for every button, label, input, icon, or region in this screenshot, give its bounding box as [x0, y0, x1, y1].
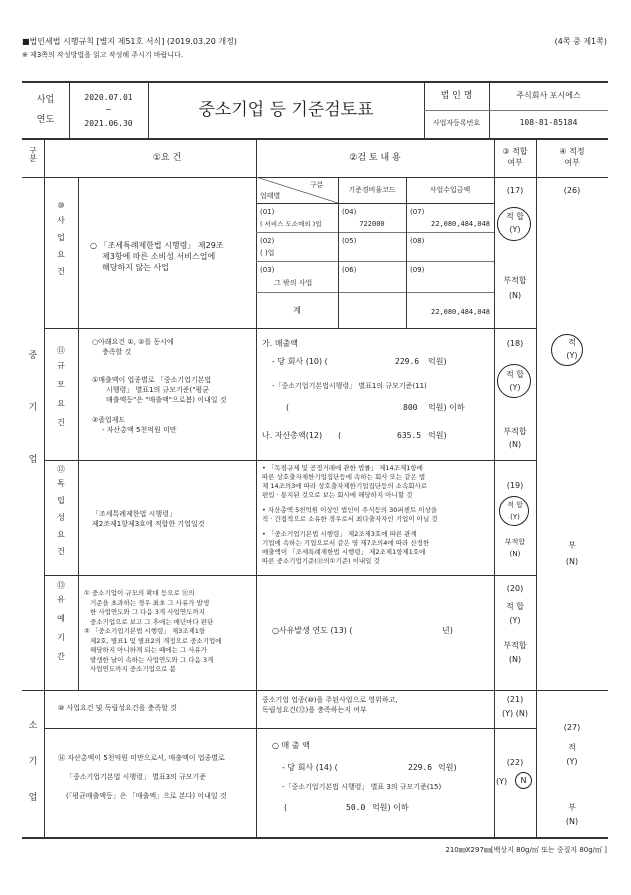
small-section-label: 소 기 업 [28, 721, 38, 803]
sme-section-label: 중 기 업 [28, 351, 38, 465]
grace-requirement: ① 중소기업이 규모의 확대 등으로 ⑪의 기준을 초과하는 경우 최초 그 사유가 발생 한 사업연도와 그 다음 3개 사업연도까지 중소기업으로 보고 그 후에는 매년마다 판단 ② 「중소기업기본법 시행령」 제3조제1항 제2호, 별표1 및 별표2의 개정으로 중소기업에 해당하지 아니하게 되는 때에는 그 사유가 발생한 날이 속하는 사업연도와 그 다음 3개 사업연도까지 중소기업으로 봄 [84, 589, 222, 673]
grace-review: ○사유발생 연도 (13) ( [272, 626, 353, 635]
col-fit: ③ 적합 여부 [502, 147, 528, 167]
scale-sales-label: 가. 매출액 [262, 339, 298, 348]
row1-code: 722000 [359, 220, 385, 228]
date-to: 2021.06.30 [84, 119, 133, 128]
corp-name: 주식회사 포시에스 [516, 91, 581, 100]
col-applicable: ④ 적정 여부 [559, 147, 585, 167]
small-row1-requirement: ⑩ 사업요건 및 독립성요건을 충족할 것 [58, 704, 177, 712]
row1-no: (01) [260, 208, 275, 216]
instruction-note: ※ 제3쪽의 작성방법을 읽고 작성해 주시기 바랍니다. [22, 51, 184, 59]
form-title: 중소기업 등 기준검토표 [198, 100, 374, 120]
reg-no: 108-81-85184 [519, 118, 578, 127]
small-row1-review: 중소기업 업종(⑩)을 주된사업으로 영위하고, 독립성요건(⑫)을 충족하는지 여부 [262, 696, 398, 714]
col-review: ②검 토 내 용 [349, 153, 401, 163]
reg-no-label: 사업자등록번호 [432, 119, 481, 127]
small-sales-value: 229.6 [408, 763, 433, 772]
business-requirement: ○ 「조세특례제한법 시행령」 제29조 제3항에 따른 소비성 서비스업에 해당하지 않는 사업 [90, 241, 224, 272]
scale-std-value: 800 [403, 403, 418, 412]
year-label-2: 연도 [36, 115, 55, 125]
small-std-value: 50.0 [346, 803, 366, 812]
industry-table: 구분 업태별 기준경비율코드 사업수입금액 (01) ( 서비스 도소매외 )업 (04) 722000 (07) 22,080,484,048 (02) ( )업 (05) (08) (03) 그 밖의 사업 (06) (09) 계 22,080,484,048 [256, 177, 494, 328]
business-label: ⑩ 사 업 요 건 [57, 201, 65, 276]
scale-asset-value: 635.5 [397, 431, 422, 440]
paper-spec: 210㎜X297㎜[백상지 80g/㎡ 또는 중질지 80g/㎡ ] [445, 846, 607, 854]
scale-requirement: ○아래요건 ①, ②를 동시에 충족할 것 ①매출액이 업종별로 「중소기업기본법 시행령」 별표1의 규모기준("평균 매출액등"은 "매출액"으로봄) 이내일 것 ②졸업제도 - 자산총액 5천억원 미만 [92, 338, 227, 434]
independence-requirement: 「조세특례제한법 시행령」 제2조제1항제3호에 적합한 기업일것 [92, 510, 205, 528]
independence-review: • 「독점규제 및 공정거래에 관한 법률」 제14조제1항에 따른 상호출자제한기업집단등에 속하는 회사 또는 같은 법 제 14조의3에 따라 상호출자제한기업집단등의 소속회사로 편입 · 통지된 것으로 보는 회사에 해당하지 아니할 것 • 자산총액 5천억원 이상인 법인이 주식등의 30퍼센트 이상을 직 · 간접적으로 소유한 경우로서 최다출자자인 기업이 아닐 것 • 「중소기업기본법 시행령」 제2조제3호에 따른 관계 기업에 속하는 기업으로서 같은 영 제7조의4에 따라 산정한 매출액이 「조세특례제한법 시행령」 제2조제1항제1호에 따른 중소기업기준(⑪의①기준) 이내일 것 [262, 464, 438, 565]
page-indicator: (4쪽 중 제1쪽) [554, 37, 607, 46]
scale-label: ⑪ 규 모 요 건 [57, 346, 65, 427]
independence-label: ⑫ 독 립 성 요 건 [57, 465, 65, 556]
total-amount: 22,080,484,048 [430, 308, 490, 316]
grace-label: ⑬ 유 예 기 간 [57, 581, 65, 661]
row1-name: ( 서비스 도소매외 )업 [260, 220, 322, 228]
small-sales-label: ○ 매 출 액 [272, 741, 310, 750]
date-from: 2020.07.01 [84, 93, 133, 102]
small-row2-requirement: ⑭ 자산총액이 5천억원 미만으로서, 매출액이 업종별로 「중소기업기본법 시행령」 별표3의 규모기준 (「평균매출액등」은 「매출액」으로 본다) 이내일 것 [58, 754, 227, 800]
row1-amount: 22,080,484,048 [430, 220, 490, 228]
col-division: 구분 [28, 146, 38, 162]
corp-name-label: 법 인 명 [440, 91, 473, 101]
col-requirement: ①요 건 [152, 153, 182, 163]
form-reference: ■법인세법 시행규칙 [별지 제51호 서식] (2019.03.20 개정) [22, 37, 237, 46]
scale-sales-value: 229.6 [395, 357, 420, 366]
year-label-1: 사업 [36, 95, 55, 105]
date-separator: ~ [105, 105, 112, 114]
